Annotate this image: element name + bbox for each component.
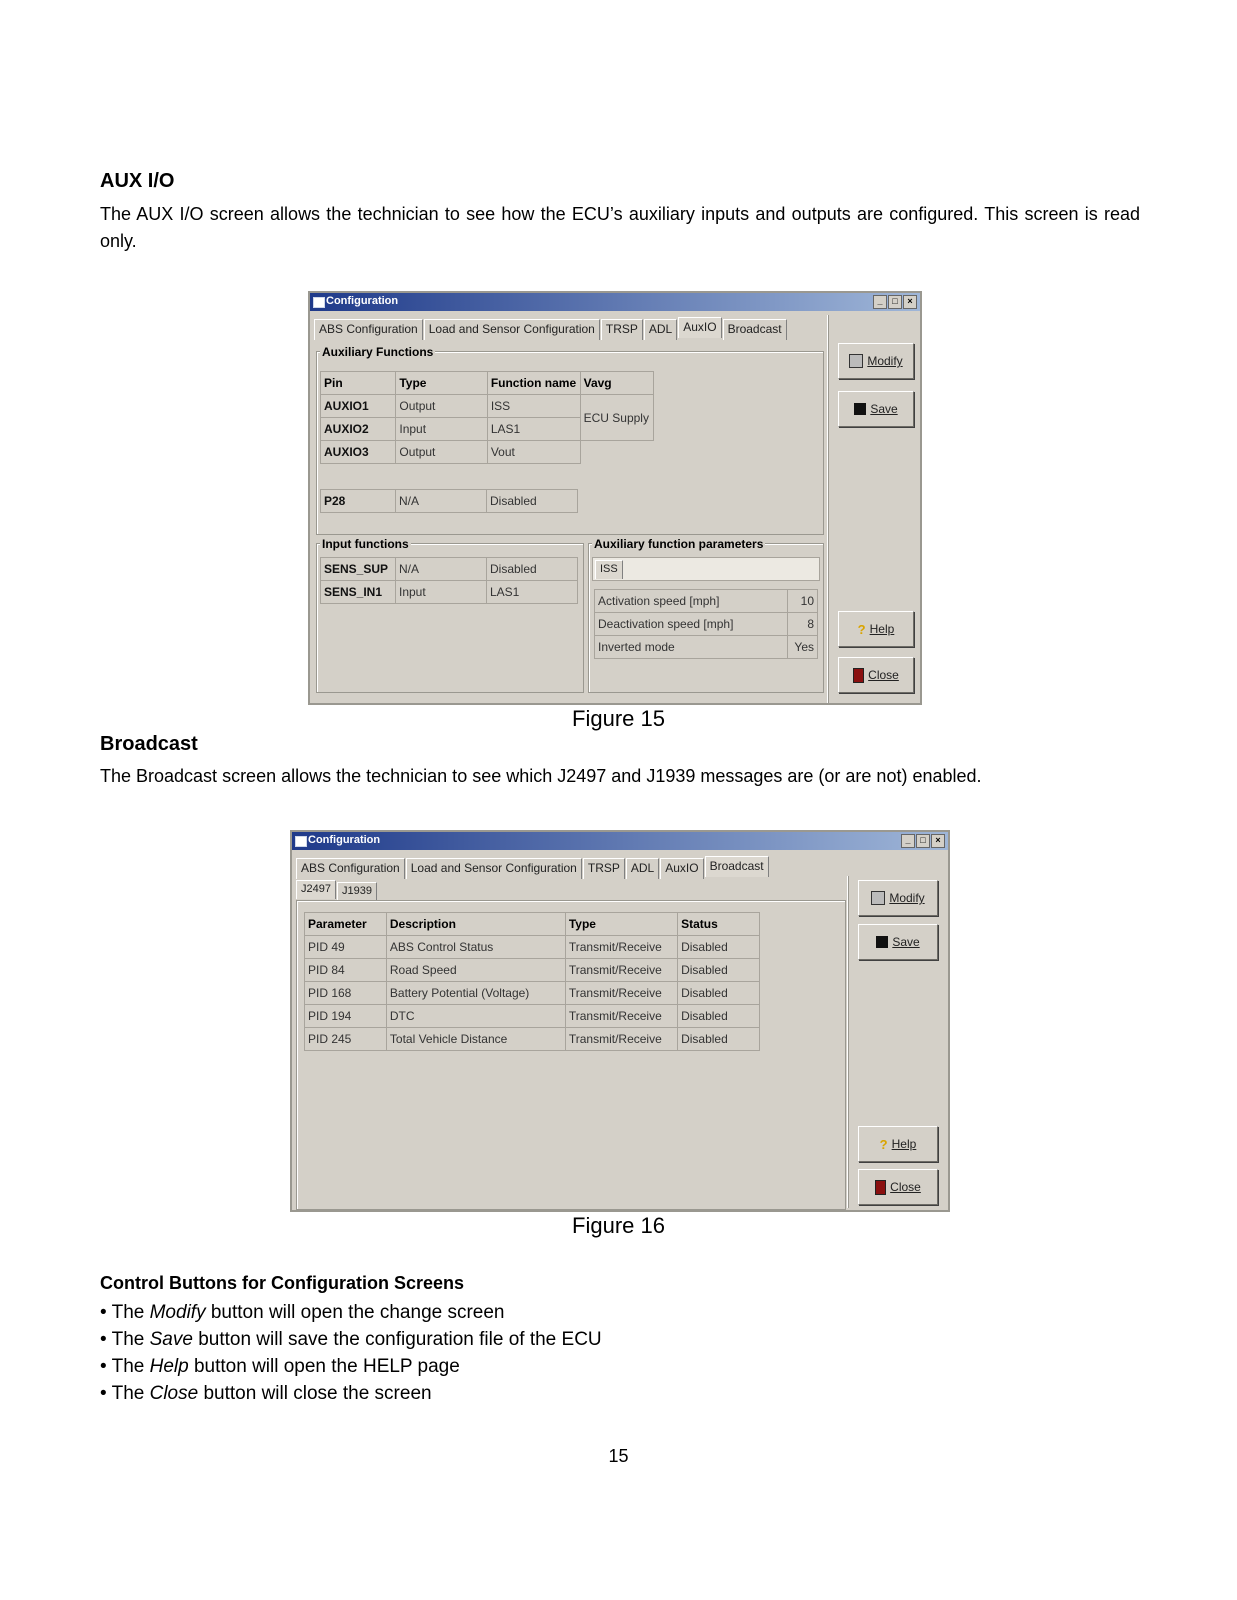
col-header-pin: Pin (321, 372, 396, 395)
broadcast-heading: Broadcast (100, 733, 198, 755)
tab-trsp[interactable]: TRSP (583, 858, 625, 879)
subtab-j2497[interactable]: J2497 (296, 880, 336, 899)
tab-abs-configuration[interactable]: ABS Configuration (314, 319, 423, 340)
help-label: Help (869, 622, 895, 636)
param-value: 10 (788, 590, 818, 613)
close-door-icon (875, 1180, 886, 1195)
table-row (321, 581, 578, 604)
close-door-icon (853, 668, 864, 683)
save-label: Save (892, 935, 920, 949)
list-item (100, 1380, 602, 1407)
help-icon: ? (879, 1136, 888, 1152)
list-item-prefix: • The (100, 1329, 150, 1350)
list-item (100, 1353, 602, 1380)
p28-table (320, 489, 578, 513)
help-button[interactable] (858, 1126, 938, 1162)
list-item-text: button will open the HELP page (188, 1356, 460, 1377)
save-icon (876, 936, 888, 948)
close-window-icon[interactable]: × (931, 834, 945, 848)
cell-type: Transmit/Receive (565, 1005, 677, 1028)
cell-function-name: ISS (487, 395, 580, 418)
cell-status: Disabled (678, 982, 760, 1005)
cell-type: Input (396, 418, 487, 441)
broadcast-table (304, 912, 760, 1051)
modify-label: Modify (889, 891, 925, 905)
list-item-text: button will close the screen (198, 1383, 432, 1404)
cell-description: Battery Potential (Voltage) (386, 982, 565, 1005)
list-item (100, 1299, 602, 1326)
cell-description: Road Speed (386, 959, 565, 982)
col-header-parameter: Parameter (305, 913, 387, 936)
aux-functions-title: Auxiliary Functions (322, 345, 434, 359)
sidebar-separator (828, 315, 829, 703)
figure16-subtabs (296, 882, 378, 901)
table-row (321, 490, 578, 513)
modify-button[interactable] (838, 343, 914, 379)
figure16-tabs (296, 858, 770, 879)
col-header-function-name: Function name (487, 372, 580, 395)
tab-load-sensor-configuration[interactable]: Load and Sensor Configuration (406, 858, 582, 879)
save-button[interactable] (838, 391, 914, 427)
param-name: Deactivation speed [mph] (595, 613, 788, 636)
figure15-titlebar (310, 293, 920, 311)
subtab-j1939[interactable]: J1939 (337, 882, 377, 901)
tab-broadcast[interactable]: Broadcast (705, 856, 769, 877)
cell-status: Disabled (678, 1028, 760, 1051)
table-row (305, 982, 760, 1005)
close-label: Close (890, 1180, 921, 1194)
cell-function-name: LAS1 (487, 418, 580, 441)
table-row (305, 1005, 760, 1028)
param-name: Inverted mode (595, 636, 788, 659)
save-icon (854, 403, 866, 415)
cell-type: Transmit/Receive (565, 959, 677, 982)
save-button[interactable] (858, 924, 938, 960)
table-row (595, 613, 818, 636)
aux-params-title: Auxiliary function parameters (594, 537, 764, 551)
param-value: 8 (788, 613, 818, 636)
cell-type: Transmit/Receive (565, 936, 677, 959)
cell-pin: AUXIO1 (321, 395, 396, 418)
table-row (321, 558, 578, 581)
cell-type: Input (396, 581, 487, 604)
col-header-status: Status (678, 913, 760, 936)
modify-label: Modify (867, 354, 903, 368)
tab-auxio[interactable]: AuxIO (678, 317, 721, 338)
page-number: 15 (608, 1446, 629, 1466)
input-functions-table (320, 557, 578, 604)
control-buttons-heading: Control Buttons for Configuration Screens (100, 1273, 464, 1293)
list-item-emphasis: Modify (149, 1302, 206, 1323)
save-label: Save (870, 402, 898, 416)
window-title: Configuration (308, 834, 381, 846)
cell-type: N/A (396, 558, 487, 581)
aux-functions-table (320, 371, 654, 464)
param-value: Yes (788, 636, 818, 659)
list-item-emphasis: Save (149, 1329, 193, 1350)
tab-auxio[interactable]: AuxIO (660, 858, 703, 879)
aux-params-table (594, 589, 818, 659)
help-button[interactable] (838, 611, 914, 647)
cell-vavg: ECU Supply (580, 395, 653, 441)
cell-type: N/A (396, 490, 487, 513)
list-item-emphasis: Close (149, 1383, 199, 1404)
tab-adl[interactable]: ADL (626, 858, 659, 879)
help-icon: ? (857, 621, 866, 637)
table-row (321, 395, 654, 418)
figure15-tabs (314, 319, 788, 340)
cell-pin: SENS_SUP (321, 558, 396, 581)
cell-function-name: Disabled (487, 490, 578, 513)
control-buttons-list (100, 1299, 602, 1407)
modify-icon (871, 891, 885, 905)
cell-parameter: PID 84 (305, 959, 387, 982)
cell-status: Disabled (678, 959, 760, 982)
cell-description: DTC (386, 1005, 565, 1028)
cell-parameter: PID 245 (305, 1028, 387, 1051)
table-row (595, 590, 818, 613)
cell-type: Transmit/Receive (565, 1028, 677, 1051)
col-header-type: Type (396, 372, 487, 395)
cell-pin: P28 (321, 490, 396, 513)
close-window-icon[interactable]: × (903, 295, 917, 309)
close-label: Close (868, 668, 899, 682)
table-row (305, 959, 760, 982)
list-item-prefix: • The (100, 1302, 150, 1323)
table-row (595, 636, 818, 659)
col-header-vavg: Vavg (580, 372, 653, 395)
cell-function-name: Disabled (487, 558, 578, 581)
cell-description: Total Vehicle Distance (386, 1028, 565, 1051)
table-row (321, 441, 654, 464)
cell-status: Disabled (678, 936, 760, 959)
window-app-icon (295, 836, 307, 847)
modify-button[interactable] (858, 880, 938, 916)
figure15-caption: Figure 15 (572, 706, 665, 731)
modify-icon (849, 354, 863, 368)
tab-trsp[interactable]: TRSP (601, 319, 643, 340)
figure16-caption: Figure 16 (572, 1213, 665, 1238)
window-app-icon (313, 297, 325, 308)
list-item-prefix: • The (100, 1383, 150, 1404)
minimize-icon[interactable]: _ (901, 834, 915, 848)
maximize-icon[interactable]: □ (916, 834, 930, 848)
cell-status: Disabled (678, 1005, 760, 1028)
tab-broadcast[interactable]: Broadcast (723, 319, 787, 340)
param-name: Activation speed [mph] (595, 590, 788, 613)
table-row (305, 1028, 760, 1051)
cell-pin: AUXIO2 (321, 418, 396, 441)
figure15-window (308, 291, 922, 705)
cell-type: Output (396, 395, 487, 418)
table-row (305, 936, 760, 959)
minimize-icon[interactable]: _ (873, 295, 887, 309)
aux-params-tabstrip (592, 557, 820, 581)
tab-adl[interactable]: ADL (644, 319, 677, 340)
cell-function-name: LAS1 (487, 581, 578, 604)
broadcast-paragraph: The Broadcast screen allows the technician to see which J2497 and J1939 messages are (or are not) enabled. (100, 766, 982, 786)
cell-description: ABS Control Status (386, 936, 565, 959)
cell-type: Output (396, 441, 487, 464)
cell-pin: AUXIO3 (321, 441, 396, 464)
window-title: Configuration (326, 295, 399, 307)
list-item-emphasis: Help (149, 1356, 189, 1377)
close-button[interactable] (838, 657, 914, 693)
list-item-text: button will save the configuration file of the ECU (192, 1329, 602, 1350)
cell-parameter: PID 194 (305, 1005, 387, 1028)
tab-load-sensor-configuration[interactable]: Load and Sensor Configuration (424, 319, 600, 340)
close-button[interactable] (858, 1169, 938, 1205)
figure16-window (290, 830, 950, 1212)
input-functions-title: Input functions (322, 537, 409, 551)
aux-heading: AUX I/O (100, 170, 175, 192)
list-item (100, 1326, 602, 1353)
cell-pin: SENS_IN1 (321, 581, 396, 604)
tab-abs-configuration[interactable]: ABS Configuration (296, 858, 405, 879)
cell-type: Transmit/Receive (565, 982, 677, 1005)
aux-paragraph: The AUX I/O screen allows the technician to see how the ECU’s auxiliary inputs and outputs are configured. This screen is read only. (100, 204, 1140, 251)
list-item-text: button will open the change screen (205, 1302, 505, 1323)
col-header-type: Type (565, 913, 677, 936)
cell-function-name: Vout (487, 441, 580, 464)
cell-parameter: PID 168 (305, 982, 387, 1005)
tab-iss[interactable]: ISS (595, 560, 623, 579)
figure16-titlebar (292, 832, 948, 850)
sidebar-separator (848, 876, 849, 1208)
col-header-description: Description (386, 913, 565, 936)
maximize-icon[interactable]: □ (888, 295, 902, 309)
list-item-prefix: • The (100, 1356, 150, 1377)
cell-parameter: PID 49 (305, 936, 387, 959)
help-label: Help (891, 1137, 917, 1151)
